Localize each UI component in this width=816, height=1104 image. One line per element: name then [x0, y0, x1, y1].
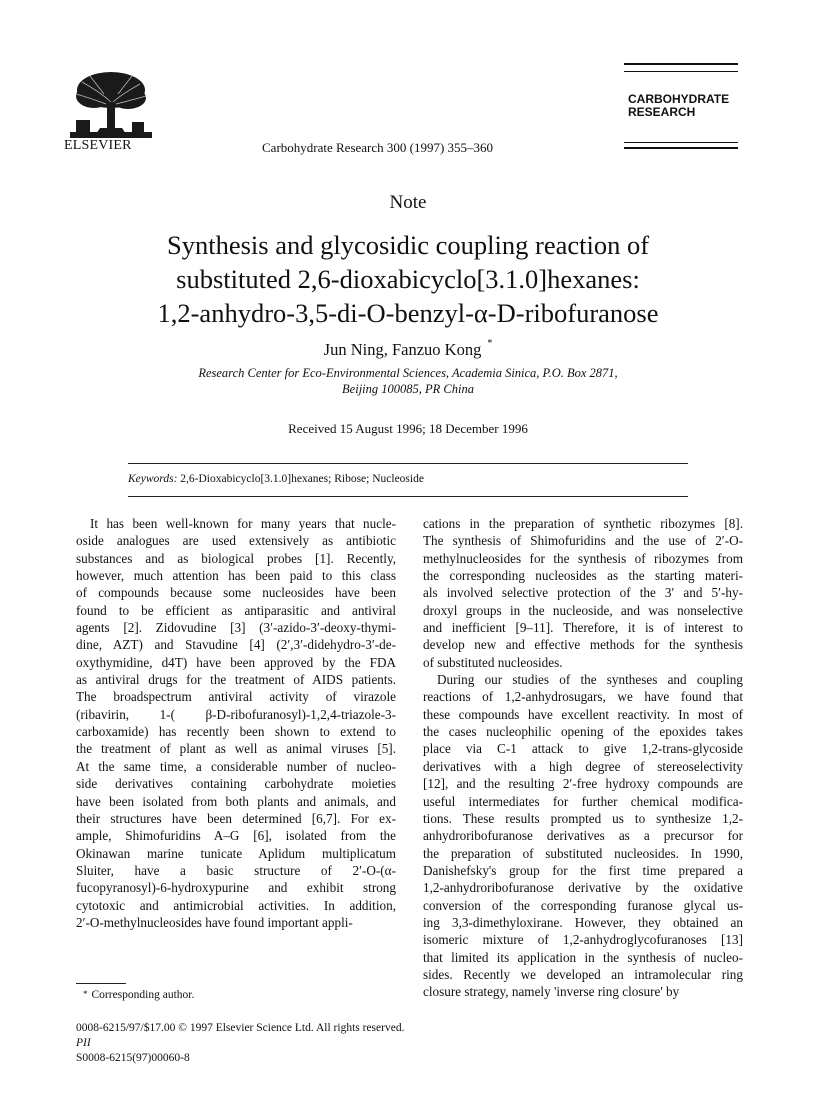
body-text-line: cations in the preparation of synthetic ribozymes [8].: [423, 516, 743, 531]
body-text-line: these compounds have excellent reactivity. In most of: [423, 706, 743, 722]
body-text-line: derivatives with a high degree of stereoselectivity: [423, 758, 743, 774]
body-text-line: Danishefsky's group for the first time prepared a: [423, 862, 743, 878]
body-text-line: place via C-1 attack to give 1,2-trans-glycoside: [423, 741, 743, 757]
author-names: Jun Ning, Fanzuo Kong: [323, 340, 482, 359]
body-text-line: dine, AZT) and Stavudine [4] (2′,3′-didehydro-3′-de-: [76, 637, 396, 653]
body-column-left: [76, 515, 396, 931]
body-text-line: have been isolated from both plants and animals, and: [76, 793, 396, 809]
body-text-line: of substituted nucleosides.: [423, 654, 563, 670]
body-text-line: however, much attention has been paid to this class: [76, 568, 396, 584]
publisher-name: ELSEVIER: [64, 138, 132, 153]
body-column-right: [423, 515, 743, 1001]
body-text-line: agents [2]. Zidovudine [3] (3′-azido-3′-deoxy-thymi-: [76, 620, 396, 636]
pii-value: S0008-6215(97)00060-8: [76, 1052, 190, 1064]
body-text-line: Okinawan marine tunicate Aplidum multiplicatum: [76, 845, 396, 861]
body-text-line: (ribavirin, 1-( β-D-ribofuranosyl)-1,2,4-triazole-3-: [76, 706, 396, 722]
body-text-line: 2′-O-methylnucleosides have found important appli-: [76, 914, 353, 930]
body-text-line: found to be efficient as antiparasitic and antiviral: [76, 602, 396, 618]
body-text-line: their structures have been determined [6,7]. For ex-: [76, 810, 396, 826]
journal-rule: [624, 63, 738, 65]
footnote-text: Corresponding author.: [91, 989, 195, 1001]
pii-line: [76, 1036, 404, 1066]
section-label: Note: [389, 192, 427, 213]
body-text-line: as antiviral drugs for the treatment of AIDS patients.: [76, 672, 396, 688]
article-title: [80, 228, 736, 330]
body-text-line: cytotoxic and antimicrobial activities. In addition,: [76, 897, 396, 913]
body-text-line: During our studies of the syntheses and coupling: [437, 672, 743, 688]
body-text-line: develop new and effective methods for the synthesis: [423, 637, 743, 653]
journal-name: [628, 93, 729, 119]
body-text-line: oside analogues are used extensively as antibiotic: [76, 533, 396, 549]
body-text-line: carboxamide) has recently been shown to extend to: [76, 724, 396, 740]
footnote-rule: [76, 983, 126, 984]
body-text-line: closure strategy, namely 'inverse ring closure' by: [423, 984, 680, 1000]
copyright-block: [76, 1021, 404, 1066]
title-line: substituted 2,6-dioxabicyclo[3.1.0]hexanes:: [176, 264, 640, 294]
body-text-line: fucopyranosyl)-6-hydroxypurine and exhibit strong: [76, 880, 396, 896]
body-text-line: The synthesis of Shimofuridins and the use of 2′-O-: [423, 533, 743, 549]
copyright-line: 0008-6215/97/$17.00 © 1997 Elsevier Science Ltd. All rights reserved.: [76, 1022, 405, 1034]
body-text-line: conversion of the corresponding furanose glycal us-: [423, 897, 743, 913]
body-text-line: the corresponding nucleosides as the starting materi-: [423, 568, 743, 584]
body-text-line: als involved selective protection of the 3′ and 5′-hy-: [423, 585, 743, 601]
body-text-line: droxyl groups in the nucleoside, and was nonselective: [423, 602, 743, 618]
body-text-line: ing 3,3-dimethyloxirane. However, they obtained an: [423, 914, 743, 930]
body-text-line: the preparation of substituted nucleosides. In 1990,: [423, 845, 743, 861]
body-text-line: oxythymidine, d4T) have been approved by the FDA: [76, 654, 396, 670]
elsevier-tree-logo-icon: [70, 68, 152, 138]
keywords-text: 2,6-Dioxabicyclo[3.1.0]hexanes; Ribose; Nucleoside: [180, 473, 424, 485]
journal-citation: Carbohydrate Research 300 (1997) 355–360: [262, 140, 494, 155]
body-text-line: 1,2-anhydroribofuranose derivative by the oxidative: [423, 880, 743, 896]
title-line: 1,2-anhydro-3,5-di-O-benzyl-α-D-ribofuranose: [157, 298, 659, 328]
journal-rule: [624, 147, 738, 149]
body-text-line: [12], and the resulting 2′-free hydroxy compounds are: [423, 776, 743, 792]
body-text-line: anhydroribofuranose derivatives as a precursor for: [423, 828, 743, 844]
keywords-label: Keywords:: [128, 473, 178, 485]
keywords: [128, 473, 424, 485]
journal-name-line: CARBOHYDRATE: [628, 92, 730, 106]
body-text-line: of compounds because some nucleosides have been: [76, 585, 396, 601]
corresponding-author-mark: *: [487, 338, 493, 349]
keywords-rule: [128, 463, 688, 464]
body-text-line: that limited its application in the synthesis of nucleo-: [423, 949, 743, 965]
affiliation-line: Research Center for Eco-Environmental Sciences, Academia Sinica, P.O. Box 2871,: [198, 366, 618, 380]
received-dates: Received 15 August 1996; 18 December 1996: [288, 421, 528, 436]
body-text-line: isomeric mixture of 1,2-anhydroglycofuranoses [13]: [423, 932, 743, 948]
body-text-line: It has been well-known for many years that nucle-: [90, 516, 396, 531]
journal-rule: [624, 142, 738, 143]
body-text-line: ample, Shimofuridins A–G [6], isolated from the: [76, 828, 396, 844]
body-text-line: methylnucleosides for the synthesis of ribozymes from: [423, 550, 743, 566]
keywords-rule: [128, 496, 688, 497]
body-text-line: Sluiter, have a basic structure of 2′-O-(α-: [76, 862, 396, 878]
journal-rule: [624, 71, 738, 72]
title-line: Synthesis and glycosidic coupling reaction of: [166, 230, 650, 260]
body-text-line: side derivatives containing carbohydrate moieties: [76, 776, 396, 792]
affiliation: [120, 365, 696, 397]
pii-label: PII: [76, 1037, 91, 1049]
body-text-line: sides. Recently we developed an intramolecular ring: [423, 966, 743, 982]
body-text-line: reactions of 1,2-anhydrosugars, we have found that: [423, 689, 743, 705]
body-text-line: and inefficient [9–11]. Therefore, it is of interest to: [423, 620, 743, 636]
body-text-line: At the same time, a considerable number of nucleo-: [76, 758, 396, 774]
footnote: [83, 989, 194, 1001]
footnote-mark: *: [83, 989, 88, 999]
body-text-line: substances and as biological probes [1]. Recently,: [76, 550, 396, 566]
body-text-line: the treatment of plant as well as animal viruses [5].: [76, 741, 396, 757]
affiliation-line: Beijing 100085, PR China: [342, 382, 474, 396]
body-text-line: The broadspectrum antiviral activity of virazole: [76, 689, 396, 705]
body-text-line: the cases nucleophilic opening of the epoxides takes: [423, 724, 743, 740]
journal-name-line: RESEARCH: [628, 105, 696, 119]
body-text-line: tions. These results prompted us to synthesize 1,2-: [423, 810, 743, 826]
authors: [0, 340, 816, 360]
body-text-line: useful intermediates for further chemical modifica-: [423, 793, 743, 809]
